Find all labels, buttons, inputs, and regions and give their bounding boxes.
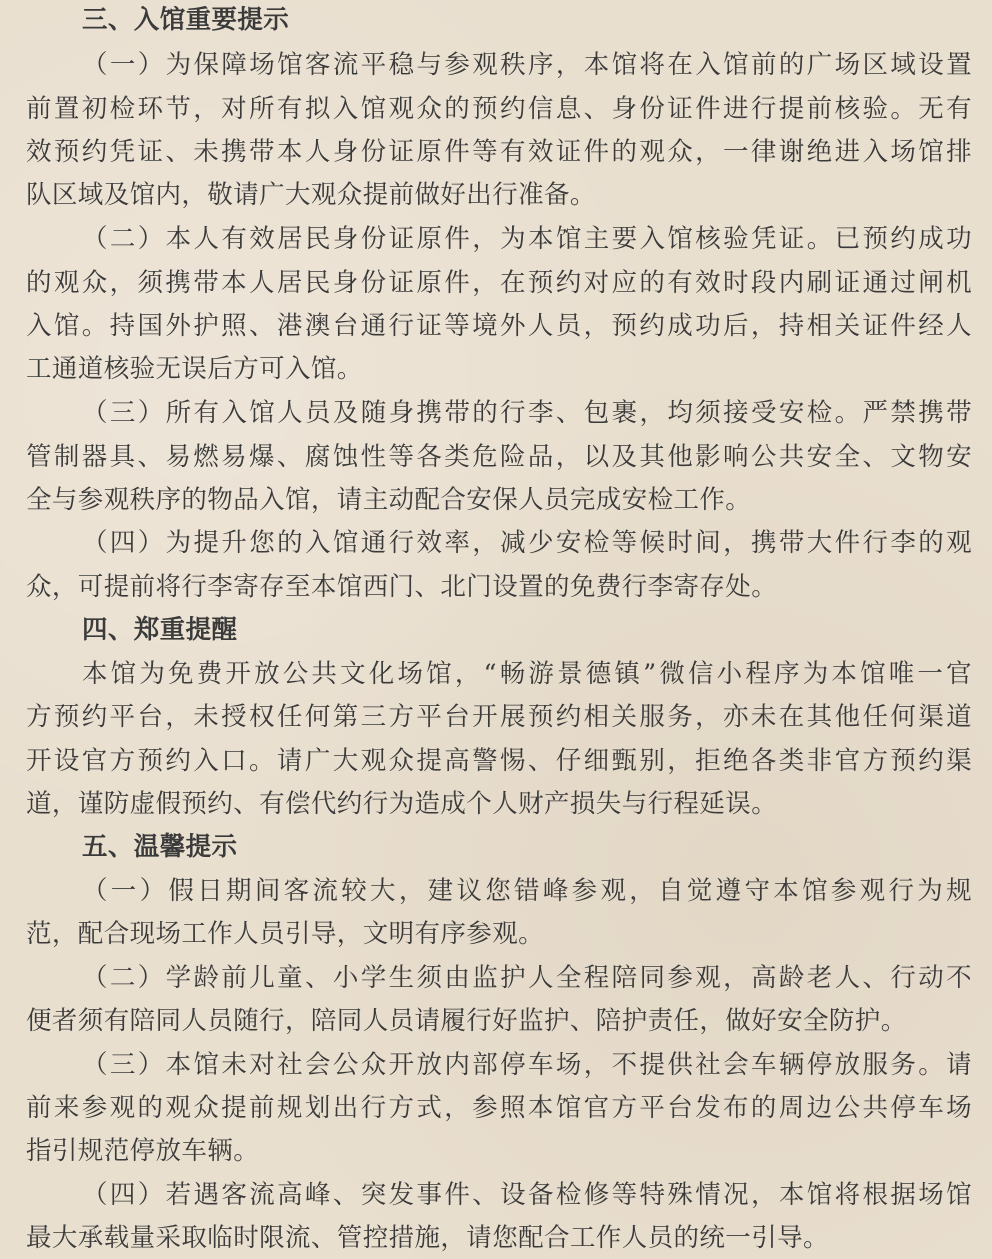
paragraph-line: 队区域及馆内，敬请广大观众提前做好出行准备。: [26, 180, 596, 210]
paragraph-line: （二）本人有效居民身份证原件，为本馆主要入馆核验凭证。已预约成功: [82, 224, 972, 254]
paragraph-line: 前置初检环节，对所有拟入馆观众的预约信息、身份证件进行提前核验。无有: [26, 94, 972, 124]
paragraph-line: 管制器具、易燃易爆、腐蚀性等各类危险品，以及其他影响公共安全、文物安: [26, 442, 972, 472]
paragraph-line: （四）若遇客流高峰、突发事件、设备检修等特殊情况，本馆将根据场馆: [82, 1180, 972, 1210]
paragraph-line: 便者须有陪同人员随行，陪同人员请履行好监护、陪护责任，做好安全防护。: [26, 1006, 907, 1036]
paragraph-line: 道，谨防虚假预约、有偿代约行为造成个人财产损失与行程延误。: [26, 789, 778, 819]
paragraph-line: 最大承载量采取临时限流、管控措施，请您配合工作人员的统一引导。: [26, 1223, 829, 1253]
paragraph-line: 的观众，须携带本人居民身份证原件，在预约对应的有效时段内刷证通过闸机: [26, 268, 972, 298]
paragraph-line: （三）本馆未对社会公众开放内部停车场，不提供社会车辆停放服务。请: [82, 1050, 972, 1080]
paragraph-line: 开设官方预约入口。请广大观众提高警惕、仔细甄别，拒绝各类非官方预约渠: [26, 746, 972, 776]
section-heading-3: 三、入馆重要提示: [82, 5, 290, 35]
paragraph-line: （一）为保障场馆客流平稳与参观秩序，本馆将在入馆前的广场区域设置: [82, 50, 972, 80]
paragraph-line: 前来参观的观众提前规划出行方式，参照本馆官方平台发布的周边公共停车场: [26, 1093, 972, 1123]
paragraph-line: 范，配合现场工作人员引导，文明有序参观。: [26, 919, 545, 949]
paragraph-line: 指引规范停放车辆。: [26, 1136, 260, 1166]
paragraph-line: （二）学龄前儿童、小学生须由监护人全程陪同参观，高龄老人、行动不: [82, 963, 972, 993]
paragraph-line: 入馆。持国外护照、港澳台通行证等境外人员，预约成功后，持相关证件经人: [26, 311, 972, 341]
paragraph-line: （三）所有入馆人员及随身携带的行李、包裹，均须接受安检。严禁携带: [82, 398, 972, 428]
paragraph-line: 全与参观秩序的物品入馆，请主动配合安保人员完成安检工作。: [26, 485, 752, 515]
paragraph-line: 本馆为免费开放公共文化场馆，“畅游景德镇”微信小程序为本馆唯一官: [82, 659, 972, 689]
paragraph-line: 众，可提前将行李寄存至本馆西门、北门设置的免费行李寄存处。: [26, 572, 778, 602]
paragraph-line: 工通道核验无误后方可入馆。: [26, 354, 363, 384]
paragraph-line: （四）为提升您的入馆通行效率，减少安检等候时间，携带大件行李的观: [82, 528, 972, 558]
paragraph-line: （一）假日期间客流较大，建议您错峰参观，自觉遵守本馆参观行为规: [82, 876, 972, 906]
paragraph-line: 效预约凭证、未携带本人身份证原件等有效证件的观众，一律谢绝进入场馆排: [26, 137, 972, 167]
section-heading-5: 五、温馨提示: [82, 832, 238, 862]
section-heading-4: 四、郑重提醒: [82, 615, 238, 645]
paragraph-line: 方预约平台，未授权任何第三方平台开展预约相关服务，亦未在其他任何渠道: [26, 702, 972, 732]
